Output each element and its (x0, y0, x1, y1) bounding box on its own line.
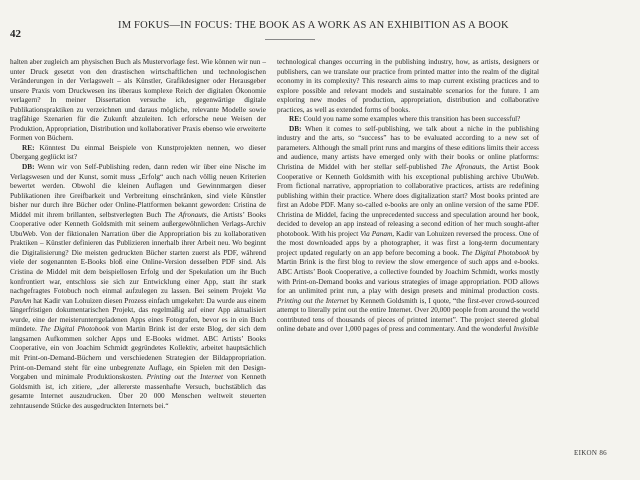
interview-answer (10, 163, 266, 411)
header-rule (265, 39, 315, 40)
page-number: 42 (10, 28, 21, 40)
answer-text: von Martin Brink ist der erste Blog, der sich dem langsamen Aufkommen solcher Apps und E-Books widmet. ABC Artists’ Books Cooperative, ein von Joachim Schmidt gegründetes Kollektiv, arbeitet hauptsächlich mit Print-on-Demand-Büchern und verschiedenen Strategien der Bildappropriation. Print-on-Demand steht für eine unbegrenzte Auflage, ein Spielen mit den Design-Vorgaben und minimale Produktionskosten. (10, 325, 267, 382)
paragraph (277, 58, 539, 115)
paragraph (10, 58, 266, 144)
german-text-column (10, 58, 266, 411)
answer-text: hat Kadir van Lohuizen diesen Prozess einfach umgekehrt: Da wurde aus einem längerfristigen dokumentarischen Projekt, das regelmäßig auf einer App aktualisiert wurde, eine der meisterunterrgeladenen Apps eines Fotografen, bevor es in ein Buch mündete. (10, 296, 266, 334)
book-title: The Afronauts (441, 163, 485, 172)
project-title: Invisible (513, 325, 539, 334)
paragraph-text: technological changes occurring in the publishing industry, how, as artists, designers or publishers, can we translate our practice from printed matter into the realm of the digital economy in its complexity? This research aims to map current existing practices and to explore possible and relevant models and sustainable scenarios for the future. I am exploring new modes of production, appropriation, distribution and collaborative practices, as well as extended forms of books. (277, 58, 539, 114)
interview-question (277, 115, 539, 125)
interview-question (10, 144, 266, 163)
folio: EIKON 86 (574, 449, 607, 457)
interview-answer (277, 125, 539, 335)
answer-text: Wenn wir von Self-Publishing reden, dann reden wir über eine Nische im Verlagswesen und der Kunst, somit muss „Erfolg“ auch nach völlig neuen Kriterien bewertet werden. Obwohl die kleinen Auflagen und Gewinnmargen dieser Publikationen ihre Greifbarkeit und Verbreitung einschränken, sind viele Künstler bisher nur durch ihre Bücher oder Online-Plattformen bekannt geworden: Cristina de Middel mit ihrem brillanten, selbstverlegten Buch (10, 163, 266, 219)
question-text: Could you name some examples where this transition has been successful? (301, 115, 521, 124)
page-header (0, 6, 640, 40)
speaker-label: RE: (22, 143, 35, 152)
answer-text: by Martin Brink is the first blog to review the slow emergence of such apps and e-books. ABC Artists’ Book Cooperative, a collective founded by Joachim Schmidt, works mostly with Print-on-Demand books and various strategies of image appropriation. POD allows for an unlimited print run, a play with design presets and minimal production costs. (277, 248, 539, 296)
answer-text: , die Artists’ Books Cooperative oder Kenneth Goldsmith mit seinem außergewöhnlichen Verlags-Archiv UbuWeb. Von der fiktionalen Narration über die Appropriation bis zu kollaborativen Praktiken – Künstler definieren das Publizieren innerhalb ihrer Arbeit neu. Wo beginnt die Digitalisierung? Die meisten gedruckten Bücher starten zuerst als PDF, während viele der sogenannten E-Books bloß eine Online-Version desselben PDF sind. Als Cristina de Middel mit dem beispiellosen Erfolg und der Spekulation um ihr Buch konfrontiert war, entschloss sie sich zur Entwicklung einer App, statt ihr stark nachgefragtes Fotobuch noch einmal aufzulegen zu lassen. Bei seinem Projekt (10, 210, 267, 296)
question-text: Könntest Du einmal Beispiele von Kunstprojekten nennen, wo dieser Übergang geglückt ist? (10, 143, 266, 162)
answer-text: by Kenneth Goldsmith is, I quote, “the first-ever crowd-sourced attempt to literally print out the entire Internet. Over 20,000 people from around the world contributed tens of thousands of pieces of printed internet”. The project steered global online debate and over 1,000 pages of press and commentary. And the wonderful (277, 296, 539, 334)
running-head: IM FOKUS—IN FOCUS: THE BOOK AS A WORK AS AN EXHIBITION AS A BOOK (118, 20, 509, 31)
answer-text: von Kenneth Goldsmith ist, ich zitiere, „der allererste massenhafte Versuch, buchstäblich das gesamte Internet auszudrucken. Über 20 000 Menschen weltweit steuerten zehntausende Stücke des ausgedruckten Internets bei.“ (10, 373, 266, 410)
speaker-label: RE: (289, 115, 302, 124)
answer-text: , Kadir van Lohuizen reversed the process. One of the most downloaded apps by a photographer, it was first a long-term documentary project updated regularly on an app before becoming a book. (277, 229, 539, 257)
book-title: The Afronauts (164, 210, 207, 219)
project-title: Via PanAm (10, 287, 266, 305)
speaker-label: DB: (22, 163, 35, 172)
paragraph-text: halten aber zugleich am physischen Buch als Mustervorlage fest. Wie können wir nun – unter Druck gesetzt von den drastischen wirtschaftlichen und technologischen Veränderungen in der Verlagswelt – als Künstler, Grafikdesigner oder Herausgeber unsere Praxis vom Druckwesen ins überaus komplexe Reich der digitalen Ökonomie verlagern? In meiner Dissertation versuche ich, gegenwärtige digitale Publikationspraktiken zu verzeichnen und daraus mögliche, relevante Modelle sowie tragfähige Szenarien für die Zukunft abzuleiten. Ich erforsche neue Weisen der Produktion, Appropriation, Distribution und kollaborativer Praxis ebenso wie erweiterte Formen von Büchern. (10, 58, 266, 143)
english-text-column (277, 58, 539, 335)
project-title: Printing out the Internet (146, 373, 224, 382)
speaker-label: DB: (289, 124, 302, 133)
blog-title: The Digital Photobook (461, 248, 530, 257)
blog-title: The Digital Photobook (39, 325, 109, 334)
answer-text: , the Artist Book Cooperative or Kenneth Goldsmith with his exceptional publishing archive UbuWeb. From fictional narrative, appropriation to collaborative practices, artists are redefining publishing within their practice. Where does digitalization start? Most books printed are first an Adobe PDF. Many so-called e-books are only an online version of the same PDF. Christina de Middel, facing the unprecedented success and speculation around her book, decided to develop an app instead of releasing a second edition of her much sought-after photobook. With his project (277, 163, 540, 238)
project-title: Via Panam (360, 229, 393, 238)
project-title: Printing out the Internet (277, 296, 349, 305)
answer-text: When it comes to self-publishing, we talk about a niche in the publishing industry and the arts, so “success” has to be evaluated according to a new set of parameters. Although the small print runs and margins of these editions limits their access and audience, many artists have emerged only with their books or online platforms: Christina de Middel with her stellar self-published (277, 124, 539, 172)
